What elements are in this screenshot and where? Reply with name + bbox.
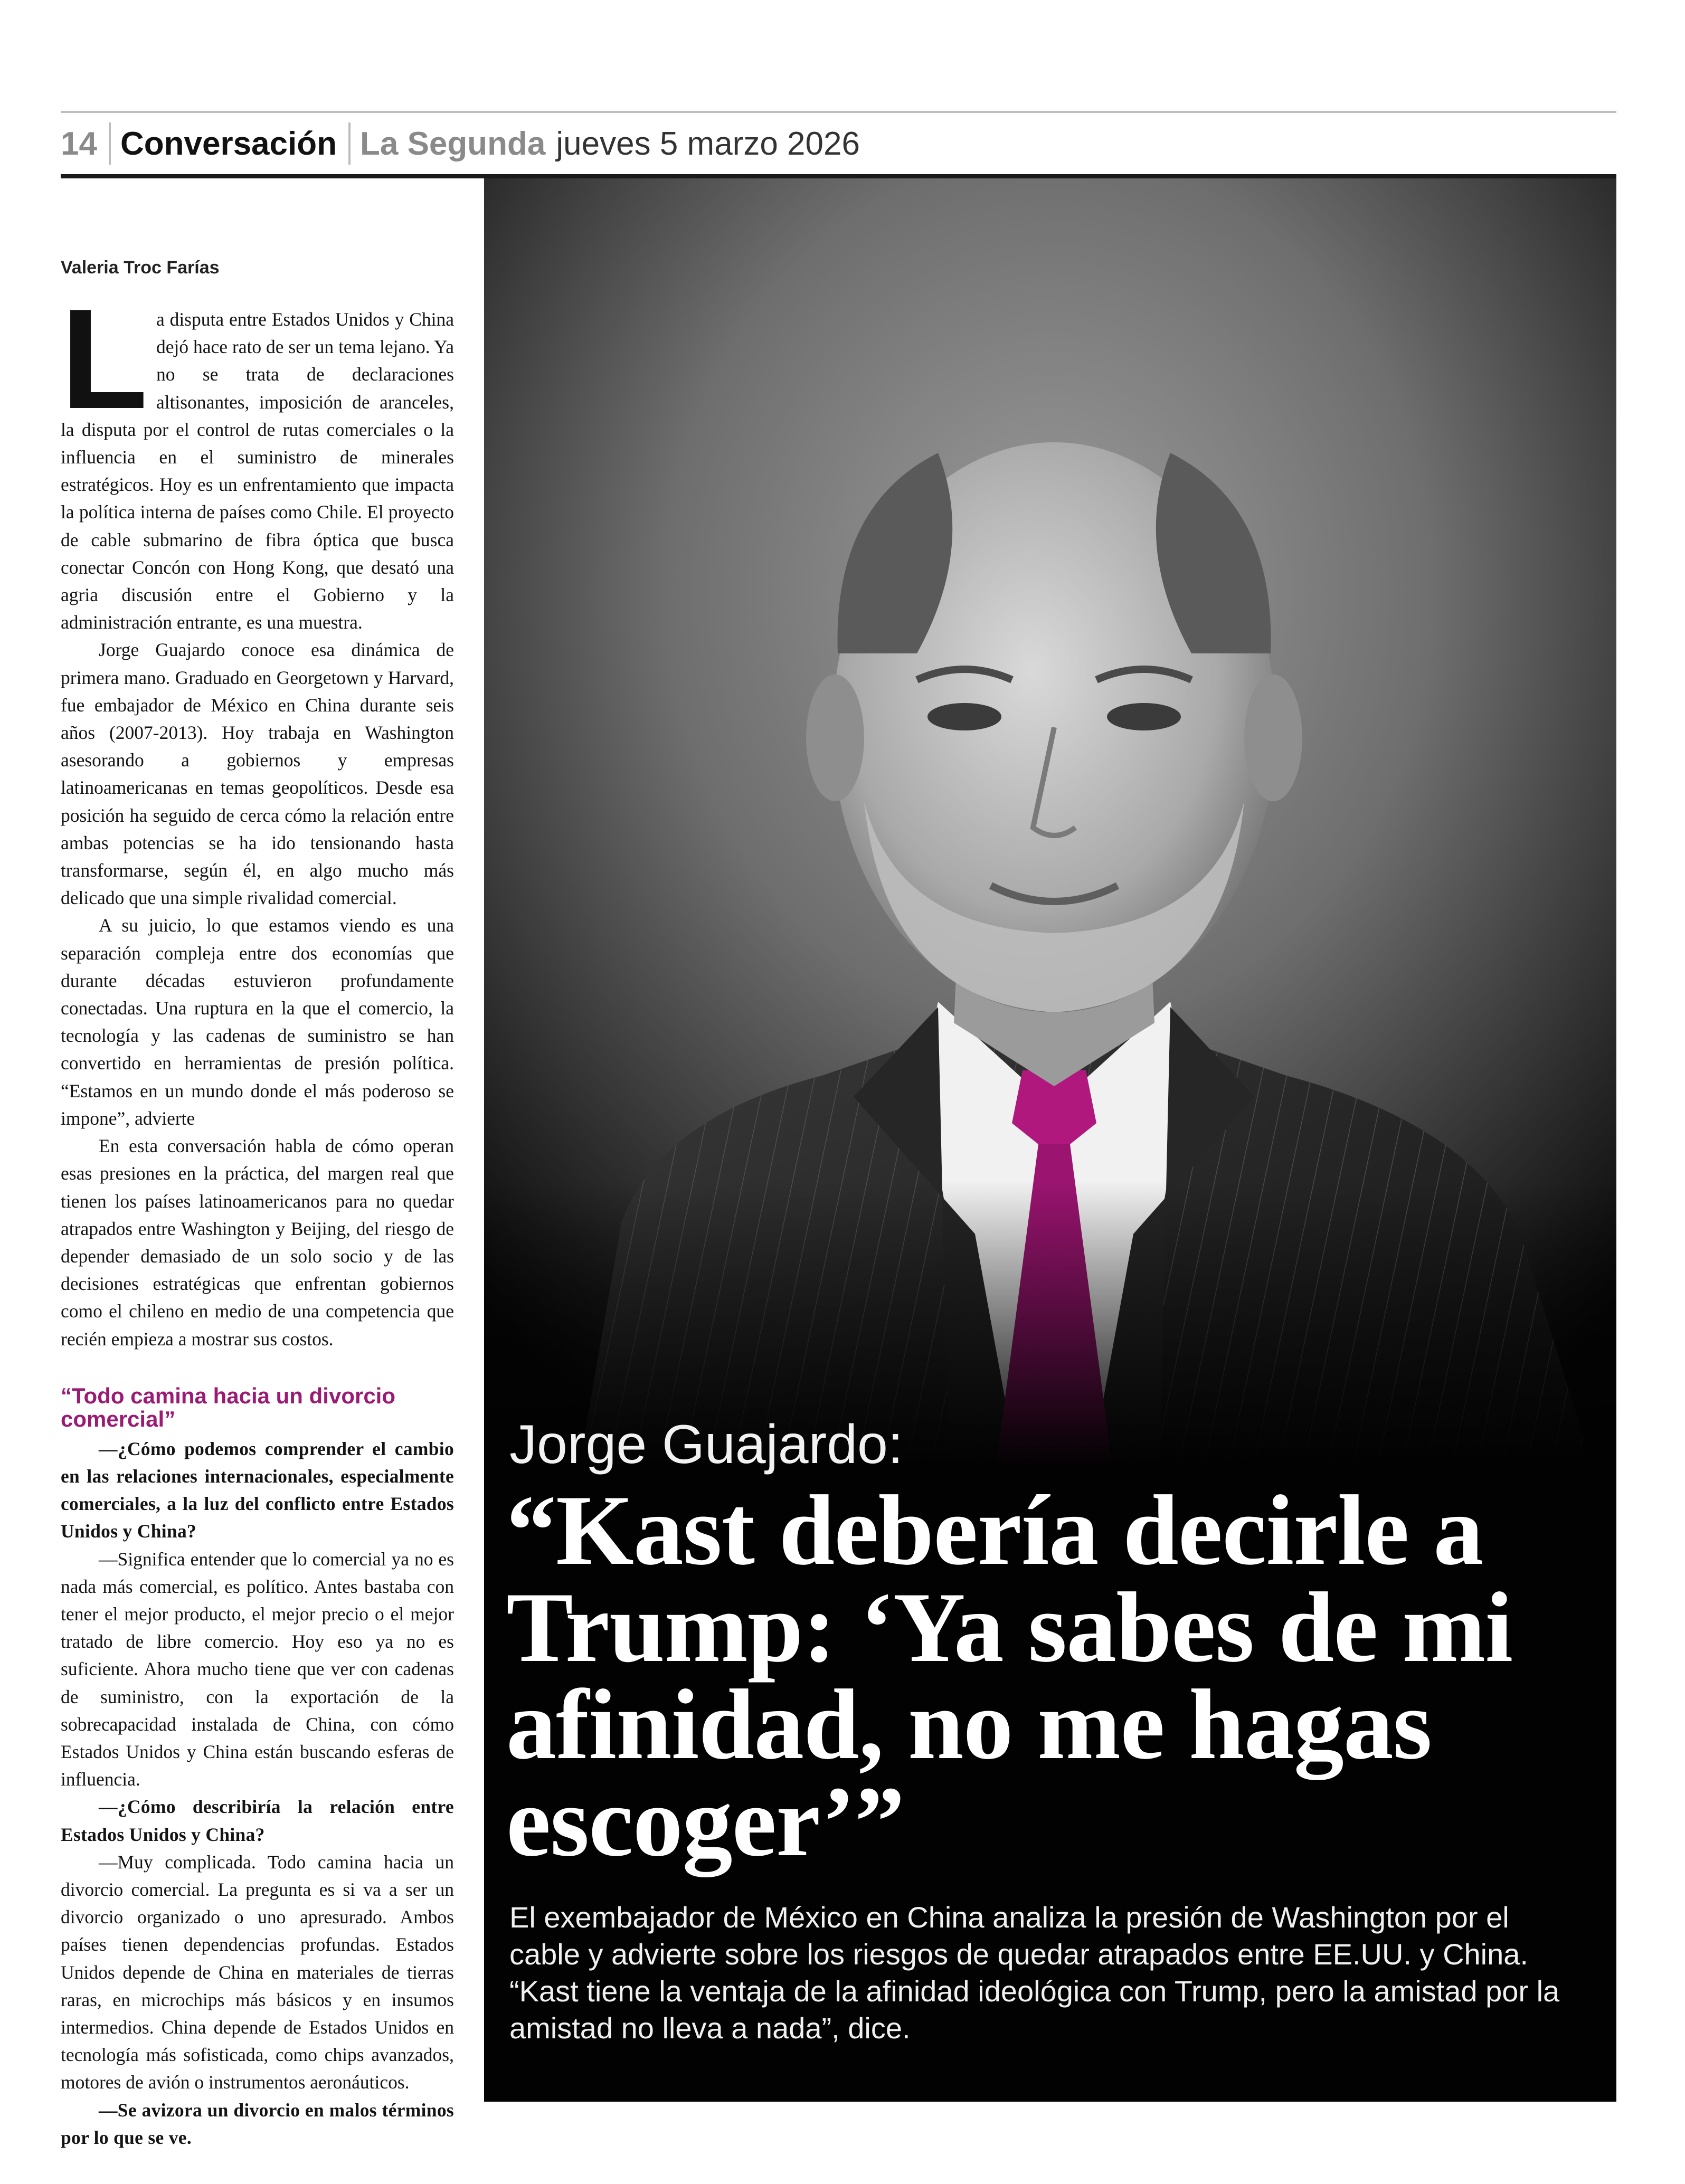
section-subhead: “Todo camina hacia un divorcio comercial” (61, 1383, 395, 1431)
article-body (61, 280, 454, 2151)
paragraph: Jorge Guajardo conoce esa dinámica de primera mano. Graduado en Georgetown y Harvard, fue embajador de México en China durante seis años (2007-2013). Hoy trabaja en Washington asesorando a gobiernos y empresas latinoamericanas en temas geopolíticos. Desde esa posición ha seguido de cerca cómo la relación entre ambas potencias se ha ido tensionando hasta transformarse, según él, en algo mucho más delicado que una simple rivalidad comercial. (61, 639, 454, 909)
header-divider (348, 122, 351, 165)
page-header (61, 117, 860, 170)
drop-cap: L (61, 280, 148, 439)
paragraph: En esta conversación habla de cómo operan esas presiones en la práctica, del margen real que tienen los países latinoamericanos para no quedar atrapados entre Washington y Beijing, del riesgo de depender demasiado de un solo socio y de las decisiones estratégicas que enfrentan gobiernos como el chileno en medio de una competencia que recién empieza a mostrar sus costos. (61, 1135, 454, 1350)
interview-question: —Se avizora un divorcio en malos términos por lo que se ve. (61, 2099, 454, 2148)
paragraph-text: a disputa entre Estados Unidos y China dejó hace rato de ser un tema lejano. Ya no se trata de declaraciones altisonantes, imposición de aranceles, la disputa por el control de rutas comerciales o la influencia en el suministro de minerales estratégicos. Hoy es un enfrentamiento que impacta la política interna de países como Chile. El proyecto de cable submarino de fibra óptica que busca conectar Concón con Hong Kong, que desató una agria discusión entre el Gobierno y la administración entrante, es una muestra. (61, 309, 454, 633)
interviewee-name: Jorge Guajardo: (509, 1414, 903, 1475)
interview-question: —¿Cómo podemos comprender el cambio en las relaciones internacionales, especialmente comerciales, a la luz del conflicto entre Estados Unidos y China? (61, 1438, 454, 1542)
portrait-photo (484, 178, 1616, 1466)
paragraph (61, 280, 454, 636)
interview-answer: —Significa entender que lo comercial ya no es nada más comercial, es político. Antes bastaba con tener el mejor producto, el mejor precio o el mejor tratado de libre comercio. Hoy eso ya no es suficiente. Ahora mucho tiene que ver con cadenas de suministro, con la exportación de la sobrecapacidad instalada de China, con cómo Estados Unidos y China están buscando esferas de influencia. (61, 1548, 454, 1790)
deck-summary: El exembajador de México en China analiza la presión de Washington por el cable y advierte sobre los riesgos de quedar atrapados entre EE.UU. y China. “Kast tiene la ventaja de la afinidad ideológica con Trump, pero la amistad por la amistad no lleva a nada”, dice. (509, 1901, 1560, 2045)
paragraph: A su juicio, lo que estamos viendo es una separación compleja entre dos economías que durante décadas estuvieron profundamente conectadas. Una ruptura en la que el comercio, la tecnología y las cadenas de suministro se han convertido en herramientas de presión política. “Estamos en un mundo donde el más poderoso se impone”, advierte (61, 915, 454, 1129)
interview-question: —¿Cómo describiría la relación entre Estados Unidos y China? (61, 1796, 454, 1845)
publication-date: jueves 5 marzo 2026 (556, 125, 860, 162)
byline: Valeria Troc Farías (61, 258, 220, 278)
publication-name: La Segunda (360, 125, 546, 162)
header-top-rule (61, 111, 1616, 113)
interview-answer: —Muy complicada. Todo camina hacia un divorcio comercial. La pregunta es si va a ser un divorcio organizado o uno apresurado. Ambos países tienen dependencias profundas. Estados Unidos depende de China en materiales de tierras raras, en microchips más básicos y en insumos intermedios. China depende de Estados Unidos en tecnología más sofisticada, como chips avanzados, motores de avión o instrumentos aeronáuticos. (61, 1851, 454, 2093)
header-rule (61, 174, 1616, 178)
feature-panel (484, 178, 1616, 2102)
headline: “Kast debería decirle a Trump: ‘Ya sabes de mi afinidad, no me hagas escoger’” (506, 1475, 1513, 1877)
section-name: Conversación (120, 125, 337, 162)
page-number: 14 (61, 125, 97, 162)
article-column (61, 258, 454, 2151)
header-divider (109, 122, 111, 165)
